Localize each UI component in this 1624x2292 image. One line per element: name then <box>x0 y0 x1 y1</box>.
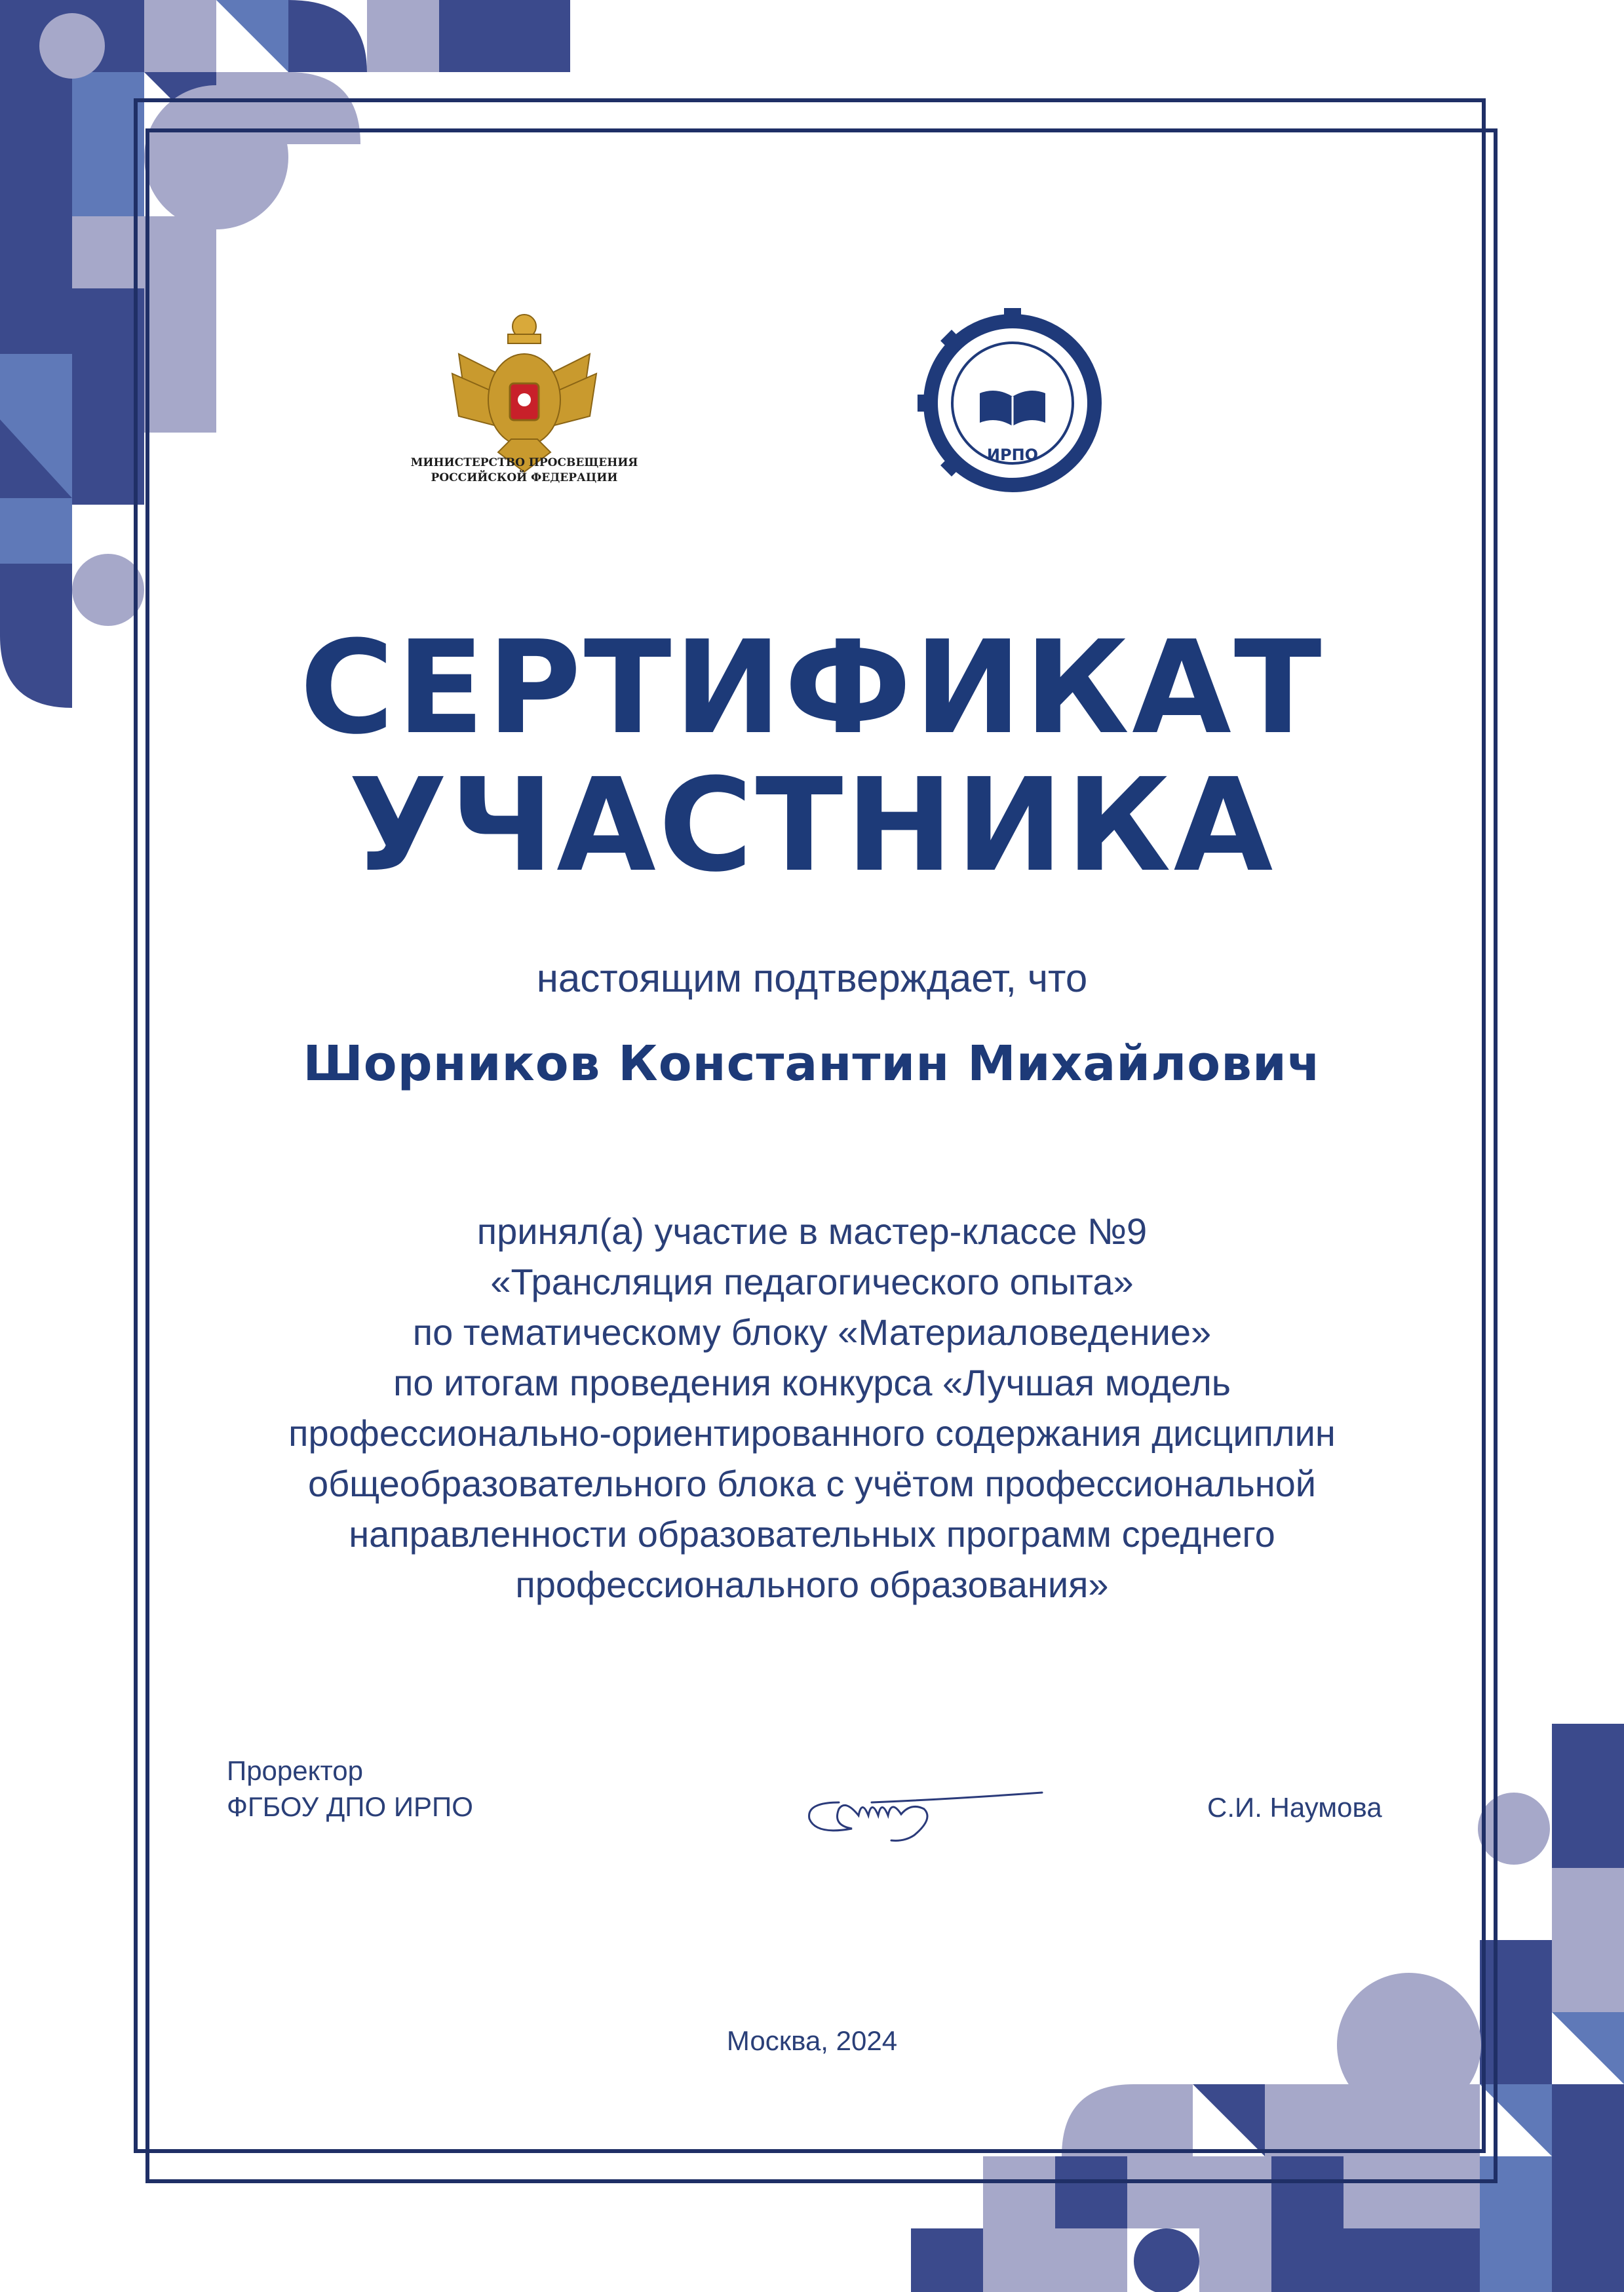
ministry-caption-line-2: РОССИЙСКОЙ ФЕДЕРАЦИИ <box>431 471 618 484</box>
body-line: направленности образовательных программ среднего <box>349 1513 1275 1555</box>
ministry-caption <box>406 456 642 486</box>
city-year: Москва, 2024 <box>726 2025 898 2056</box>
irpo-emblem-icon <box>918 308 1108 498</box>
body-line: профессионально-ориентированного содержания дисциплин <box>288 1412 1336 1454</box>
certificate-title-line-1: СЕРТИФИКАТ <box>300 613 1324 763</box>
body-line: по тематическому блоку «Материаловедение» <box>412 1311 1212 1353</box>
body-line: общеобразовательного блока с учётом профессиональной <box>307 1463 1317 1504</box>
certificate-title-line-2: УЧАСТНИКА <box>348 751 1276 901</box>
signatory-position-line-1: Проректор <box>227 1755 363 1786</box>
body-line: профессионального образования» <box>515 1564 1109 1605</box>
signatory-name: С.И. Наумова <box>1207 1792 1382 1823</box>
body-line: принял(а) участие в мастер-классе №9 <box>476 1211 1148 1252</box>
signature-icon <box>793 1763 1055 1855</box>
body-line: по итогам проведения конкурса «Лучшая модель <box>393 1362 1231 1403</box>
inner-frame <box>145 128 1498 2183</box>
recipient-name: Шорников Константин Михайлович <box>303 1036 1321 1092</box>
signatory-position-line-2: ФГБОУ ДПО ИРПО <box>227 1791 473 1822</box>
body-line: «Трансляция педагогического опыта» <box>490 1261 1134 1302</box>
certificate-body <box>197 1206 1427 1610</box>
ministry-caption-line-1: МИНИСТЕРСТВО ПРОСВЕЩЕНИЯ <box>410 456 638 469</box>
irpo-abbr: ИРПО <box>986 446 1039 464</box>
lead-text: настоящим подтверждает, что <box>536 956 1088 1000</box>
signatory-position <box>227 1753 473 1825</box>
